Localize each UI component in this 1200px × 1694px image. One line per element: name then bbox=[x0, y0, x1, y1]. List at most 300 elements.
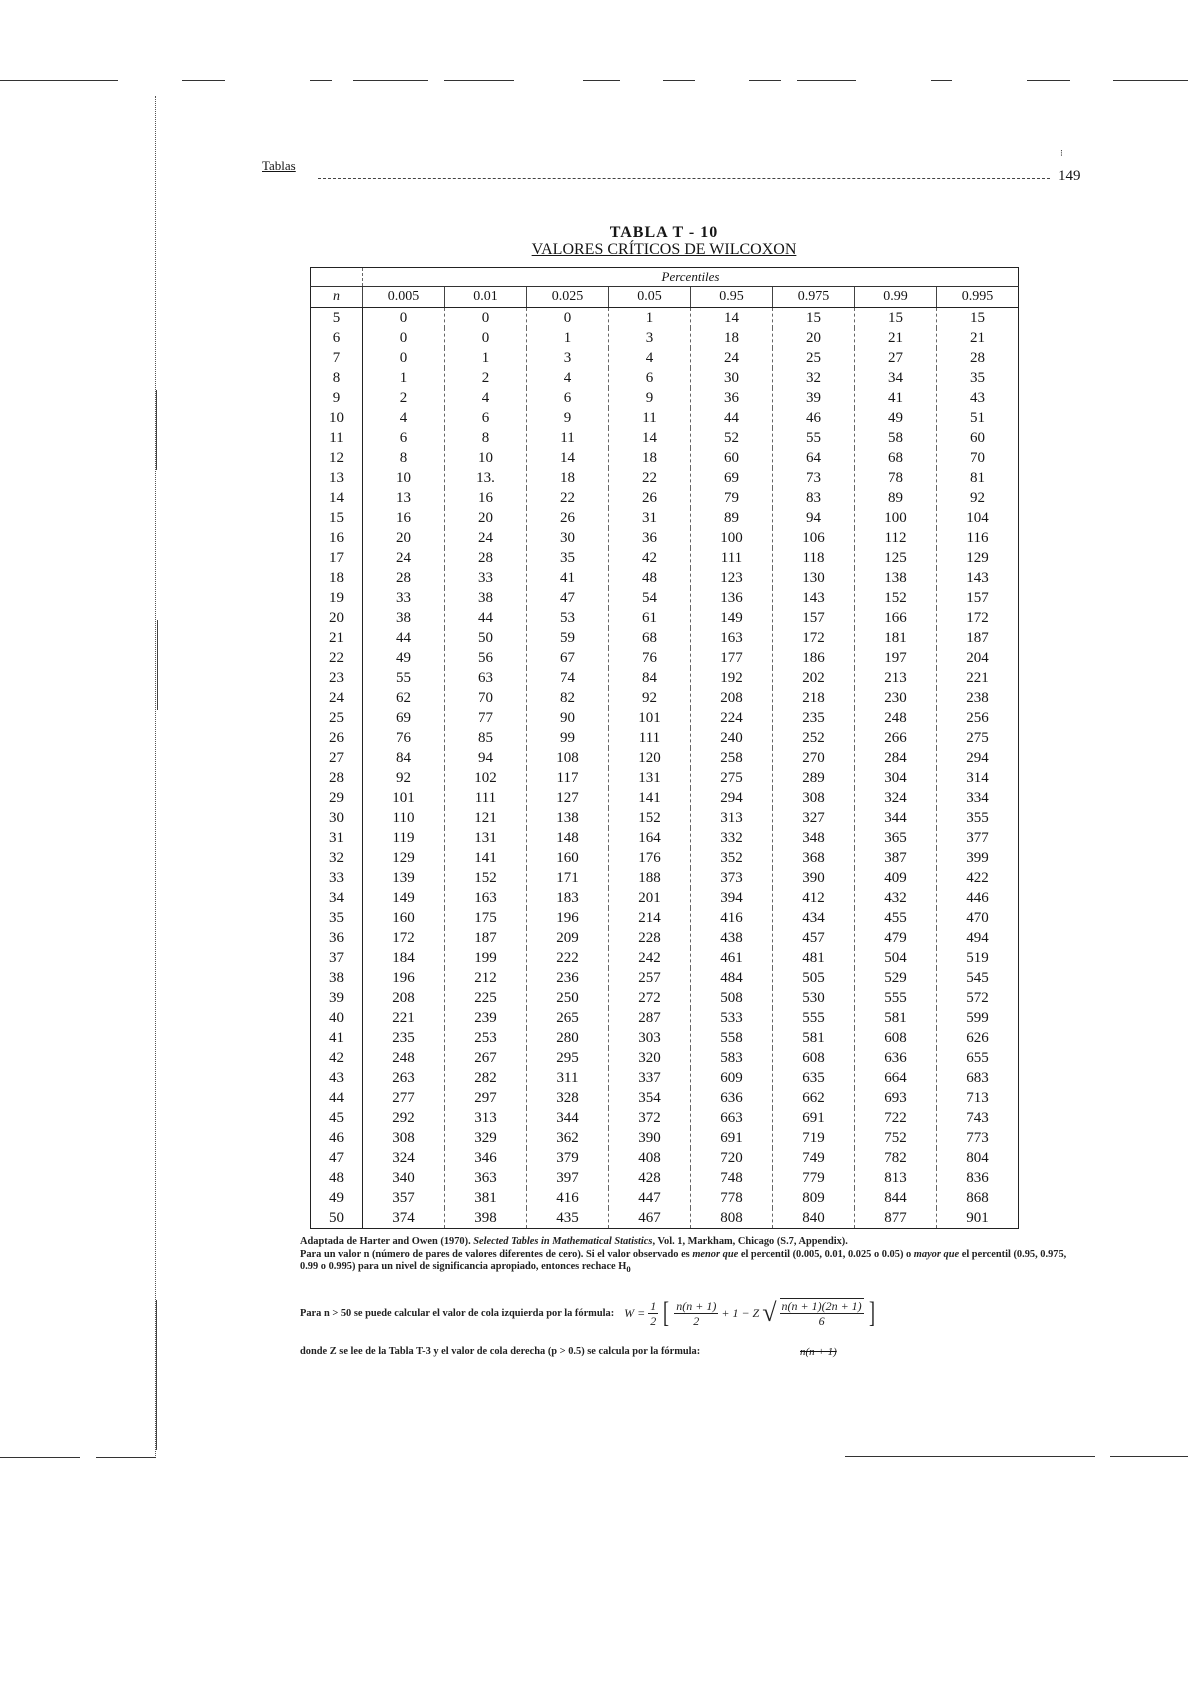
critical-value-cell: 4 bbox=[363, 408, 445, 428]
table-row bbox=[311, 988, 1019, 1008]
critical-value-cell: 257 bbox=[609, 968, 691, 988]
critical-value-cell: 183 bbox=[527, 888, 609, 908]
right-tail-partial-formula: n(n + 1) bbox=[800, 1346, 837, 1358]
critical-value-cell: 129 bbox=[363, 848, 445, 868]
critical-value-cell: 354 bbox=[609, 1088, 691, 1108]
table-row bbox=[311, 968, 1019, 988]
critical-value-cell: 266 bbox=[855, 728, 937, 748]
critical-value-cell: 0 bbox=[445, 328, 527, 348]
critical-value-cell: 583 bbox=[691, 1048, 773, 1068]
critical-value-cell: 152 bbox=[855, 588, 937, 608]
critical-value-cell: 163 bbox=[445, 888, 527, 908]
table-subtitle: VALORES CRÍTICOS DE WILCOXON bbox=[531, 241, 797, 258]
critical-value-cell: 284 bbox=[855, 748, 937, 768]
table-row bbox=[311, 848, 1019, 868]
row-n-cell: 14 bbox=[311, 488, 363, 508]
critical-value-cell: 201 bbox=[609, 888, 691, 908]
critical-value-cell: 337 bbox=[609, 1068, 691, 1088]
critical-value-cell: 138 bbox=[855, 568, 937, 588]
critical-value-cell: 101 bbox=[609, 708, 691, 728]
critical-value-cell: 529 bbox=[855, 968, 937, 988]
critical-value-cell: 304 bbox=[855, 768, 937, 788]
table-row bbox=[311, 1008, 1019, 1028]
critical-value-cell: 292 bbox=[363, 1108, 445, 1128]
critical-value-cell: 743 bbox=[937, 1108, 1019, 1128]
critical-value-cell: 208 bbox=[363, 988, 445, 1008]
critical-value-cell: 82 bbox=[527, 688, 609, 708]
critical-value-cell: 416 bbox=[527, 1188, 609, 1208]
critical-value-cell: 267 bbox=[445, 1048, 527, 1068]
critical-value-cell: 58 bbox=[855, 428, 937, 448]
critical-value-cell: 238 bbox=[937, 688, 1019, 708]
critical-value-cell: 1 bbox=[609, 308, 691, 329]
running-head-section: Tablas bbox=[262, 158, 296, 173]
decision-rule-note bbox=[300, 1249, 1070, 1276]
critical-value-cell: 752 bbox=[855, 1128, 937, 1148]
critical-value-cell: 130 bbox=[773, 568, 855, 588]
critical-value-cell: 39 bbox=[773, 388, 855, 408]
rule-text: Para un valor n (número de pares de valores diferentes de cero). Si el valor observado es bbox=[300, 1248, 693, 1260]
critical-value-cell: 35 bbox=[527, 548, 609, 568]
critical-value-cell: 27 bbox=[855, 348, 937, 368]
critical-value-cell: 295 bbox=[527, 1048, 609, 1068]
critical-value-cell: 0 bbox=[445, 308, 527, 329]
critical-value-cell: 332 bbox=[691, 828, 773, 848]
row-n-cell: 22 bbox=[311, 648, 363, 668]
critical-value-cell: 394 bbox=[691, 888, 773, 908]
critical-value-cell: 15 bbox=[855, 308, 937, 329]
critical-value-cell: 33 bbox=[363, 588, 445, 608]
scan-binding-mark bbox=[157, 620, 158, 710]
critical-value-cell: 38 bbox=[363, 608, 445, 628]
critical-value-cell: 24 bbox=[363, 548, 445, 568]
critical-value-cell: 289 bbox=[773, 768, 855, 788]
critical-value-cell: 663 bbox=[691, 1108, 773, 1128]
critical-value-cell: 840 bbox=[773, 1208, 855, 1229]
column-header-p005: 0.05 bbox=[609, 287, 691, 308]
critical-value-cell: 121 bbox=[445, 808, 527, 828]
row-n-cell: 42 bbox=[311, 1048, 363, 1068]
critical-value-cell: 25 bbox=[773, 348, 855, 368]
critical-value-cell: 409 bbox=[855, 868, 937, 888]
table-row bbox=[311, 768, 1019, 788]
page-number-mark: ⁝ bbox=[1060, 148, 1063, 158]
critical-value-cell: 344 bbox=[527, 1108, 609, 1128]
mean-fraction bbox=[674, 1299, 718, 1328]
critical-value-cell: 42 bbox=[609, 548, 691, 568]
critical-value-cell: 609 bbox=[691, 1068, 773, 1088]
mean-denominator: 2 bbox=[693, 1313, 700, 1328]
critical-value-cell: 6 bbox=[609, 368, 691, 388]
critical-value-cell: 149 bbox=[691, 608, 773, 628]
critical-value-cell: 3 bbox=[527, 348, 609, 368]
row-n-cell: 16 bbox=[311, 528, 363, 548]
critical-value-cell: 467 bbox=[609, 1208, 691, 1229]
critical-value-cell: 69 bbox=[363, 708, 445, 728]
formula-intro: Para n > 50 se puede calcular el valor de cola izquierda por la fórmula: bbox=[300, 1307, 615, 1319]
critical-value-cell: 143 bbox=[937, 568, 1019, 588]
critical-value-cell: 73 bbox=[773, 468, 855, 488]
critical-value-cell: 38 bbox=[445, 588, 527, 608]
critical-value-cell: 275 bbox=[937, 728, 1019, 748]
critical-value-cell: 104 bbox=[937, 508, 1019, 528]
critical-value-cell: 14 bbox=[527, 448, 609, 468]
critical-value-cell: 84 bbox=[609, 668, 691, 688]
critical-value-cell: 250 bbox=[527, 988, 609, 1008]
critical-value-cell: 683 bbox=[937, 1068, 1019, 1088]
critical-value-cell: 248 bbox=[363, 1048, 445, 1068]
table-row bbox=[311, 1068, 1019, 1088]
table-row bbox=[311, 908, 1019, 928]
critical-value-cell: 157 bbox=[773, 608, 855, 628]
critical-value-cell: 108 bbox=[527, 748, 609, 768]
critical-value-cell: 63 bbox=[445, 668, 527, 688]
critical-value-cell: 22 bbox=[609, 468, 691, 488]
critical-value-cell: 208 bbox=[691, 688, 773, 708]
critical-value-cell: 100 bbox=[691, 528, 773, 548]
critical-value-cell: 62 bbox=[363, 688, 445, 708]
critical-value-cell: 346 bbox=[445, 1148, 527, 1168]
critical-value-cell: 125 bbox=[855, 548, 937, 568]
critical-value-cell: 30 bbox=[527, 528, 609, 548]
critical-value-cell: 545 bbox=[937, 968, 1019, 988]
row-n-cell: 40 bbox=[311, 1008, 363, 1028]
critical-value-cell: 196 bbox=[527, 908, 609, 928]
critical-value-cell: 804 bbox=[937, 1148, 1019, 1168]
critical-value-cell: 719 bbox=[773, 1128, 855, 1148]
critical-value-cell: 44 bbox=[363, 628, 445, 648]
critical-value-cell: 79 bbox=[691, 488, 773, 508]
table-row bbox=[311, 808, 1019, 828]
critical-value-cell: 209 bbox=[527, 928, 609, 948]
table-row bbox=[311, 448, 1019, 468]
critical-value-cell: 9 bbox=[609, 388, 691, 408]
critical-value-cell: 608 bbox=[855, 1028, 937, 1048]
critical-value-cell: 76 bbox=[609, 648, 691, 668]
critical-value-cell: 504 bbox=[855, 948, 937, 968]
critical-value-cell: 636 bbox=[855, 1048, 937, 1068]
table-row bbox=[311, 548, 1019, 568]
variance-denominator: 6 bbox=[818, 1314, 825, 1328]
row-n-cell: 46 bbox=[311, 1128, 363, 1148]
critical-value-cell: 184 bbox=[363, 948, 445, 968]
critical-value-cell: 390 bbox=[609, 1128, 691, 1148]
formula-middle: + 1 − Z bbox=[721, 1305, 760, 1320]
variance-fraction bbox=[780, 1298, 864, 1328]
column-header-p0005: 0.005 bbox=[363, 287, 445, 308]
critical-value-cell: 782 bbox=[855, 1148, 937, 1168]
critical-value-cell: 84 bbox=[363, 748, 445, 768]
table-row bbox=[311, 608, 1019, 628]
critical-value-cell: 187 bbox=[937, 628, 1019, 648]
critical-value-cell: 90 bbox=[527, 708, 609, 728]
critical-value-cell: 119 bbox=[363, 828, 445, 848]
row-n-cell: 23 bbox=[311, 668, 363, 688]
critical-value-cell: 239 bbox=[445, 1008, 527, 1028]
critical-value-cell: 4 bbox=[609, 348, 691, 368]
critical-value-cell: 533 bbox=[691, 1008, 773, 1028]
critical-value-cell: 294 bbox=[937, 748, 1019, 768]
critical-value-cell: 428 bbox=[609, 1168, 691, 1188]
critical-value-cell: 457 bbox=[773, 928, 855, 948]
critical-value-cell: 141 bbox=[609, 788, 691, 808]
critical-value-cell: 187 bbox=[445, 928, 527, 948]
critical-value-cell: 55 bbox=[363, 668, 445, 688]
table-body bbox=[311, 308, 1019, 1229]
critical-value-cell: 101 bbox=[363, 788, 445, 808]
critical-value-cell: 877 bbox=[855, 1208, 937, 1229]
critical-value-cell: 70 bbox=[937, 448, 1019, 468]
critical-value-cell: 240 bbox=[691, 728, 773, 748]
critical-value-cell: 60 bbox=[691, 448, 773, 468]
critical-value-cell: 16 bbox=[445, 488, 527, 508]
critical-value-cell: 1 bbox=[363, 368, 445, 388]
critical-value-cell: 92 bbox=[609, 688, 691, 708]
critical-value-cell: 11 bbox=[527, 428, 609, 448]
critical-value-cell: 221 bbox=[363, 1008, 445, 1028]
critical-value-cell: 78 bbox=[855, 468, 937, 488]
critical-value-cell: 85 bbox=[445, 728, 527, 748]
critical-value-cell: 1 bbox=[527, 328, 609, 348]
critical-value-cell: 258 bbox=[691, 748, 773, 768]
half-denominator: 2 bbox=[650, 1313, 657, 1328]
critical-value-cell: 92 bbox=[363, 768, 445, 788]
critical-value-cell: 94 bbox=[773, 508, 855, 528]
table-row bbox=[311, 1028, 1019, 1048]
critical-value-cell: 313 bbox=[691, 808, 773, 828]
critical-value-cell: 172 bbox=[363, 928, 445, 948]
critical-value-cell: 34 bbox=[855, 368, 937, 388]
critical-value-cell: 186 bbox=[773, 648, 855, 668]
row-n-cell: 37 bbox=[311, 948, 363, 968]
critical-value-cell: 242 bbox=[609, 948, 691, 968]
critical-value-cell: 6 bbox=[445, 408, 527, 428]
critical-value-cell: 277 bbox=[363, 1088, 445, 1108]
critical-value-cell: 320 bbox=[609, 1048, 691, 1068]
row-n-cell: 17 bbox=[311, 548, 363, 568]
row-n-cell: 25 bbox=[311, 708, 363, 728]
critical-value-cell: 197 bbox=[855, 648, 937, 668]
critical-value-cell: 43 bbox=[937, 388, 1019, 408]
critical-value-cell: 18 bbox=[527, 468, 609, 488]
critical-value-cell: 265 bbox=[527, 1008, 609, 1028]
critical-value-cell: 14 bbox=[691, 308, 773, 329]
critical-value-cell: 558 bbox=[691, 1028, 773, 1048]
critical-value-cell: 118 bbox=[773, 548, 855, 568]
critical-value-cell: 327 bbox=[773, 808, 855, 828]
critical-value-cell: 836 bbox=[937, 1168, 1019, 1188]
critical-value-cell: 112 bbox=[855, 528, 937, 548]
critical-value-cell: 484 bbox=[691, 968, 773, 988]
critical-value-cell: 81 bbox=[937, 468, 1019, 488]
critical-value-cell: 222 bbox=[527, 948, 609, 968]
critical-value-cell: 127 bbox=[527, 788, 609, 808]
critical-value-cell: 28 bbox=[937, 348, 1019, 368]
table-row bbox=[311, 668, 1019, 688]
critical-value-cell: 372 bbox=[609, 1108, 691, 1128]
table-row bbox=[311, 888, 1019, 908]
critical-value-cell: 44 bbox=[445, 608, 527, 628]
critical-value-cell: 110 bbox=[363, 808, 445, 828]
critical-value-cell: 363 bbox=[445, 1168, 527, 1188]
table-row bbox=[311, 388, 1019, 408]
scan-binding-mark bbox=[156, 390, 157, 470]
critical-value-cell: 44 bbox=[691, 408, 773, 428]
critical-value-cell: 15 bbox=[773, 308, 855, 329]
critical-value-cell: 329 bbox=[445, 1128, 527, 1148]
critical-value-cell: 470 bbox=[937, 908, 1019, 928]
row-n-cell: 12 bbox=[311, 448, 363, 468]
critical-value-cell: 41 bbox=[855, 388, 937, 408]
critical-value-cell: 143 bbox=[773, 588, 855, 608]
row-n-cell: 15 bbox=[311, 508, 363, 528]
variance-numerator: n(n + 1)(2n + 1) bbox=[781, 1299, 862, 1313]
critical-value-cell: 581 bbox=[855, 1008, 937, 1028]
critical-value-cell: 120 bbox=[609, 748, 691, 768]
critical-value-cell: 55 bbox=[773, 428, 855, 448]
critical-value-cell: 59 bbox=[527, 628, 609, 648]
group-spacer bbox=[311, 268, 363, 287]
critical-value-cell: 778 bbox=[691, 1188, 773, 1208]
critical-value-cell: 308 bbox=[773, 788, 855, 808]
critical-value-cell: 555 bbox=[855, 988, 937, 1008]
critical-value-cell: 123 bbox=[691, 568, 773, 588]
critical-value-cell: 809 bbox=[773, 1188, 855, 1208]
table-row bbox=[311, 628, 1019, 648]
table-row bbox=[311, 1128, 1019, 1148]
critical-value-cell: 313 bbox=[445, 1108, 527, 1128]
table-row bbox=[311, 1148, 1019, 1168]
row-n-cell: 21 bbox=[311, 628, 363, 648]
critical-value-cell: 20 bbox=[773, 328, 855, 348]
critical-value-cell: 303 bbox=[609, 1028, 691, 1048]
critical-value-cell: 46 bbox=[773, 408, 855, 428]
critical-value-cell: 9 bbox=[527, 408, 609, 428]
critical-value-cell: 355 bbox=[937, 808, 1019, 828]
row-n-cell: 39 bbox=[311, 988, 363, 1008]
critical-value-cell: 16 bbox=[363, 508, 445, 528]
critical-value-cell: 662 bbox=[773, 1088, 855, 1108]
critical-value-cell: 901 bbox=[937, 1208, 1019, 1229]
critical-value-cell: 131 bbox=[609, 768, 691, 788]
table-title-block bbox=[310, 224, 1018, 259]
critical-value-cell: 379 bbox=[527, 1148, 609, 1168]
critical-value-cell: 188 bbox=[609, 868, 691, 888]
row-n-cell: 29 bbox=[311, 788, 363, 808]
critical-value-cell: 282 bbox=[445, 1068, 527, 1088]
critical-value-cell: 2 bbox=[363, 388, 445, 408]
row-n-cell: 5 bbox=[311, 308, 363, 329]
critical-value-cell: 20 bbox=[363, 528, 445, 548]
row-n-cell: 13 bbox=[311, 468, 363, 488]
critical-value-cell: 693 bbox=[855, 1088, 937, 1108]
critical-value-cell: 202 bbox=[773, 668, 855, 688]
table-row bbox=[311, 508, 1019, 528]
table-row bbox=[311, 1168, 1019, 1188]
critical-value-cell: 138 bbox=[527, 808, 609, 828]
critical-value-cell: 49 bbox=[363, 648, 445, 668]
critical-value-cell: 3 bbox=[609, 328, 691, 348]
left-bracket: [ bbox=[663, 1296, 670, 1329]
critical-value-cell: 377 bbox=[937, 828, 1019, 848]
critical-value-cell: 64 bbox=[773, 448, 855, 468]
critical-value-cell: 52 bbox=[691, 428, 773, 448]
critical-value-cell: 519 bbox=[937, 948, 1019, 968]
critical-value-cell: 844 bbox=[855, 1188, 937, 1208]
right-bracket: ] bbox=[868, 1296, 875, 1329]
table-row bbox=[311, 528, 1019, 548]
critical-value-cell: 235 bbox=[773, 708, 855, 728]
critical-value-cell: 22 bbox=[527, 488, 609, 508]
column-header-p099: 0.99 bbox=[855, 287, 937, 308]
critical-value-cell: 100 bbox=[855, 508, 937, 528]
critical-value-cell: 26 bbox=[527, 508, 609, 528]
table-row bbox=[311, 708, 1019, 728]
critical-value-cell: 70 bbox=[445, 688, 527, 708]
critical-value-cell: 461 bbox=[691, 948, 773, 968]
row-n-cell: 35 bbox=[311, 908, 363, 928]
header-rule bbox=[318, 178, 1050, 179]
critical-value-cell: 314 bbox=[937, 768, 1019, 788]
page-number: 149 bbox=[1058, 168, 1081, 184]
critical-value-cell: 204 bbox=[937, 648, 1019, 668]
critical-value-cell: 0 bbox=[363, 348, 445, 368]
critical-value-cell: 636 bbox=[691, 1088, 773, 1108]
critical-value-cell: 2 bbox=[445, 368, 527, 388]
row-n-cell: 10 bbox=[311, 408, 363, 428]
critical-value-cell: 152 bbox=[609, 808, 691, 828]
critical-value-cell: 102 bbox=[445, 768, 527, 788]
table-row bbox=[311, 348, 1019, 368]
critical-value-cell: 160 bbox=[527, 848, 609, 868]
critical-value-cell: 177 bbox=[691, 648, 773, 668]
critical-value-cell: 26 bbox=[609, 488, 691, 508]
critical-value-cell: 225 bbox=[445, 988, 527, 1008]
row-n-cell: 31 bbox=[311, 828, 363, 848]
table-row bbox=[311, 428, 1019, 448]
critical-value-cell: 311 bbox=[527, 1068, 609, 1088]
critical-value-cell: 720 bbox=[691, 1148, 773, 1168]
critical-value-cell: 83 bbox=[773, 488, 855, 508]
critical-value-cell: 41 bbox=[527, 568, 609, 588]
critical-value-cell: 68 bbox=[855, 448, 937, 468]
critical-value-cell: 14 bbox=[609, 428, 691, 448]
critical-value-cell: 21 bbox=[855, 328, 937, 348]
table-row bbox=[311, 648, 1019, 668]
critical-value-cell: 248 bbox=[855, 708, 937, 728]
critical-value-cell: 141 bbox=[445, 848, 527, 868]
critical-value-cell: 773 bbox=[937, 1128, 1019, 1148]
row-n-cell: 9 bbox=[311, 388, 363, 408]
critical-value-cell: 28 bbox=[363, 568, 445, 588]
critical-value-cell: 60 bbox=[937, 428, 1019, 448]
critical-value-cell: 18 bbox=[691, 328, 773, 348]
critical-value-cell: 89 bbox=[855, 488, 937, 508]
critical-value-cell: 253 bbox=[445, 1028, 527, 1048]
critical-value-cell: 8 bbox=[445, 428, 527, 448]
table-row bbox=[311, 1188, 1019, 1208]
critical-value-cell: 813 bbox=[855, 1168, 937, 1188]
critical-value-cell: 92 bbox=[937, 488, 1019, 508]
critical-value-cell: 33 bbox=[445, 568, 527, 588]
left-tail-formula bbox=[624, 1298, 877, 1328]
table-row bbox=[311, 1208, 1019, 1229]
critical-value-cell: 99 bbox=[527, 728, 609, 748]
critical-value-cell: 328 bbox=[527, 1088, 609, 1108]
critical-value-cell: 390 bbox=[773, 868, 855, 888]
row-n-cell: 28 bbox=[311, 768, 363, 788]
critical-value-cell: 6 bbox=[527, 388, 609, 408]
